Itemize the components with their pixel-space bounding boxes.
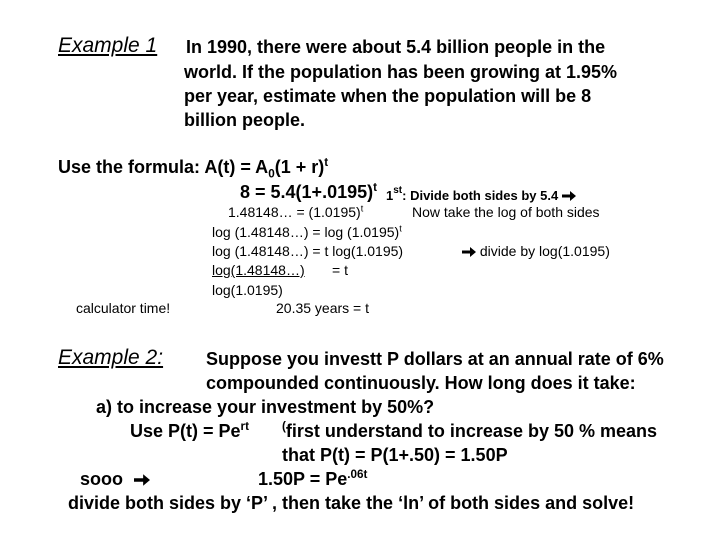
formula-subscript: 0 [268,167,275,181]
step-3-exponent: t [399,223,402,234]
example1-label: Example 1 [58,34,158,57]
formula-exponent: t [324,156,329,169]
use-exponent: rt [240,420,249,433]
step-2-equation [228,204,363,220]
formula-prefix: Use the formula: A(t) = A [58,157,269,177]
note-open-paren: ( [282,420,286,433]
example2-line-1: Suppose you investt P dollars at an annual rate of 6% [206,349,664,369]
note-2: Now take the log of both sides [412,204,600,220]
note-text: first understand to increase by 50 % means [285,421,658,441]
step-5-numerator: log(1.48148…) [212,262,305,278]
right-arrow-icon [562,191,576,201]
example1-line-2: world. If the population has been growing at 1.95% [184,62,618,82]
sooo-text: sooo [80,469,123,489]
step-1-exponent: t [373,181,378,194]
step-5-rest: = t [332,262,348,278]
step-3-text: log (1.48148…) = log (1.0195) [212,224,400,240]
note-1-sup: st [393,185,403,196]
use-text: Use P(t) = Pe [130,421,241,441]
example1-line-4: billion people. [184,110,305,130]
note-1 [386,185,576,203]
part-a: a) to increase your investment by 50%? [96,397,435,417]
example1-line-3: per year, estimate when the population will be 8 [184,86,592,106]
step-4-equation: log (1.48148…) = t log(1.0195) [212,243,404,259]
formula-line [58,156,329,181]
note-1-text: : Divide both sides by 5.4 [402,188,559,203]
step-2-exponent: t [360,203,364,214]
step-5-denominator: log(1.0195) [212,282,283,298]
calculator-note: calculator time! [76,300,171,316]
note-4 [462,243,610,259]
formula-mid: (1 + r) [274,157,325,177]
right-arrow-icon [134,474,150,486]
answer: 20.35 years = t [276,300,370,316]
that-line: that P(t) = P(1+.50) = 1.50P [282,445,508,465]
sooo-line [80,469,150,490]
note-4-text: divide by log(1.0195) [479,243,610,259]
step-3-equation [212,224,402,240]
note-1-pre: 1 [386,188,394,203]
right-arrow-icon [462,247,476,257]
last-line: divide both sides by ‘P’ , then take the ‘ln’ of both sides and solve! [68,493,635,513]
example2-label: Example 2: [58,346,164,369]
equation-150p [258,469,367,490]
example2-line-2: compounded continuously. How long does it take: [206,373,636,393]
step-1-text: 8 = 5.4(1+.0195) [240,182,374,202]
step-2-text: 1.48148… = (1.0195) [228,204,361,220]
use-formula [130,421,249,442]
example1-line-1: In 1990, there were about 5.4 billion people in the [186,37,606,57]
understand-note [282,421,657,442]
equation-text: 1.50P = Pe [258,469,348,489]
equation-exponent: .06t [347,468,368,481]
step-1-equation [240,182,377,203]
